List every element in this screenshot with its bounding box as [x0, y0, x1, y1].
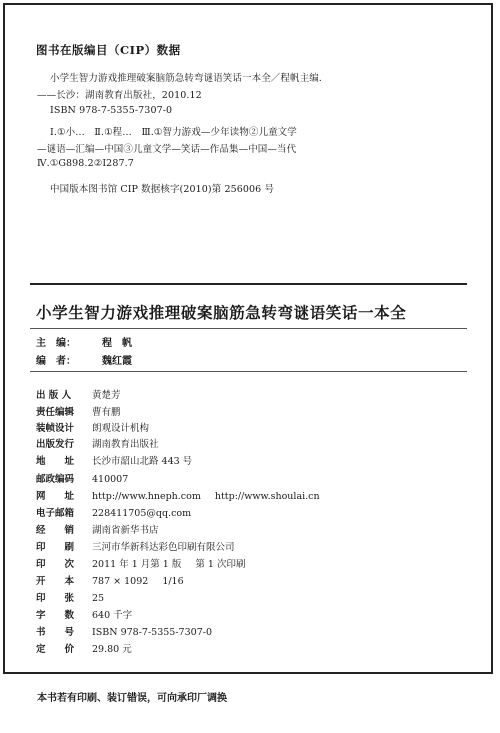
credit-value: 魏红霞: [102, 356, 132, 367]
info-row-cover-design: [36, 421, 149, 436]
info-row-website: [36, 489, 320, 504]
info-label: 经 销: [36, 525, 75, 536]
cip-isbn-line: ISBN 978-7-5355-7307-0: [50, 105, 173, 116]
info-label: 定 价: [36, 644, 75, 655]
title-bottom-rule: [30, 328, 467, 329]
info-label: 印 次: [36, 559, 75, 570]
info-row-address: [36, 454, 192, 469]
info-label: 责任编辑: [36, 407, 75, 418]
credit-label: 主 编：: [36, 338, 76, 349]
website-link-shoulai[interactable]: http://www.shoulai.cn: [214, 491, 320, 502]
email-link[interactable]: 228411705@qq.com: [92, 508, 192, 519]
info-value: 三河市华新科达彩色印刷有限公司: [92, 542, 235, 553]
info-value: 长沙市韶山北路 443 号: [92, 456, 193, 467]
info-label: 出 版 人: [36, 390, 72, 401]
credits-bottom-rule: [30, 371, 467, 372]
cip-heading: 图书在版编目（CIP）数据: [36, 43, 181, 57]
info-label: 开 本: [36, 576, 75, 587]
title-top-rule: [30, 283, 467, 285]
cip-subjects-line-2: —谜语—汇编—中国③儿童文学—笑话—作品集—中国—当代: [37, 144, 297, 155]
info-label: 书 号: [36, 627, 75, 638]
print-error-notice: 本书若有印刷、装订错误，可向承印厂调换: [37, 693, 227, 704]
info-value: 410007: [92, 474, 129, 485]
info-row-publisher-person: [36, 388, 121, 403]
info-row-responsible-editor: [36, 405, 121, 420]
info-value: 曹有鹏: [92, 407, 121, 418]
credit-value: 程 帆: [102, 338, 132, 349]
info-row-isbn: [36, 625, 212, 640]
info-value: 640 千字: [92, 610, 133, 621]
info-value: 2011 年 1 月第 1 版: [92, 559, 182, 570]
info-label: 电子邮箱: [36, 508, 75, 519]
book-title: 小学生智力游戏推理破案脑筋急转弯谜语笑话一本全: [36, 303, 407, 322]
info-label: 邮政编码: [36, 474, 75, 485]
cip-number-line: 中国版本图书馆 CIP 数据核字(2010)第 256006 号: [50, 184, 275, 195]
info-row-format: [36, 574, 184, 589]
website-link-hneph[interactable]: http://www.hneph.com: [92, 491, 201, 502]
credit-label: 编 者：: [36, 356, 76, 367]
info-row-email: [36, 506, 191, 521]
info-value-secondary: 1/16: [162, 576, 184, 587]
info-value: 湖南教育出版社: [92, 439, 159, 450]
info-value: 29.80 元: [92, 644, 132, 655]
info-value: 25: [92, 593, 105, 604]
info-value: 787 × 1092: [92, 576, 149, 587]
info-value: 湖南省新华书店: [92, 525, 159, 536]
cip-entry-line-1: 小学生智力游戏推理破案脑筋急转弯谜语笑话一本全／程帆主编.: [50, 73, 322, 84]
cip-entry-line-2: ——长沙：湖南教育出版社，2010.12: [37, 90, 202, 101]
info-label: 装帧设计: [36, 423, 75, 434]
info-label: 出版发行: [36, 439, 75, 450]
info-value-secondary: 第 1 次印刷: [195, 559, 246, 570]
info-row-publisher: [36, 437, 159, 452]
info-row-sheets: [36, 591, 104, 606]
info-value: ISBN 978-7-5355-7307-0: [92, 627, 212, 638]
cip-subjects-line-1: Ⅰ.①小… Ⅱ.①程… Ⅲ.①智力游戏—少年读物②儿童文学: [50, 127, 297, 138]
info-row-distributor: [36, 523, 159, 538]
info-value: 朗观设计机构: [92, 423, 150, 434]
info-label: 印 张: [36, 593, 75, 604]
info-row-printer: [36, 540, 235, 555]
info-row-price: [36, 642, 132, 657]
info-row-postal-code: [36, 472, 128, 487]
info-value: 黄楚芳: [92, 390, 121, 401]
info-label: 网 址: [36, 491, 75, 502]
info-label: 字 数: [36, 610, 75, 621]
cip-classification-line: Ⅳ.①G898.2②I287.7: [37, 158, 134, 169]
credit-row-compiler: [36, 352, 132, 367]
info-row-word-count: [36, 608, 132, 623]
credit-row-editor: [36, 334, 132, 349]
info-label: 地 址: [36, 456, 75, 467]
info-label: 印 刷: [36, 542, 75, 553]
info-row-edition: [36, 557, 245, 572]
